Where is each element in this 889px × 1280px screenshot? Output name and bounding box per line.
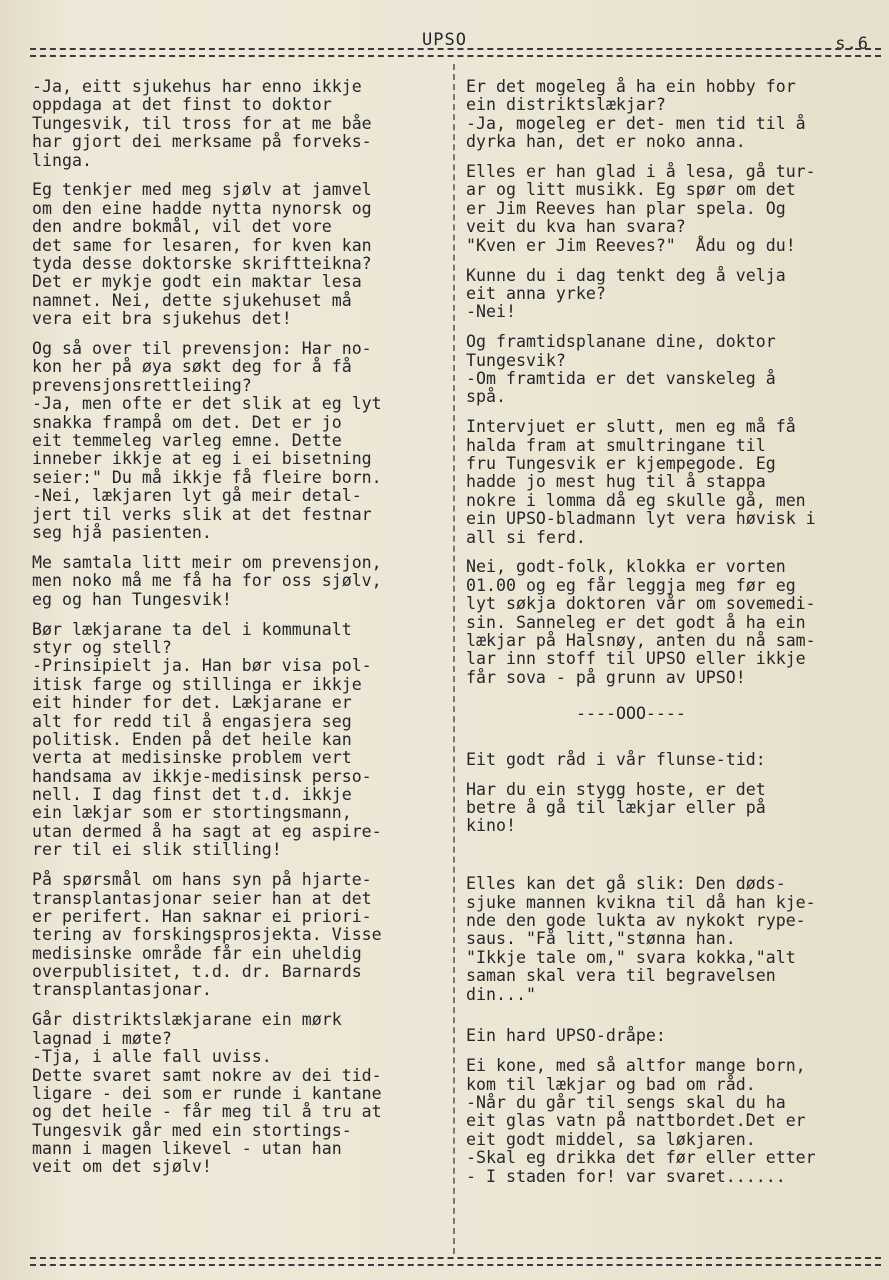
paragraph	[466, 751, 880, 769]
text-line: rer til ei slik stilling!	[32, 840, 282, 860]
text-line: Nei, godt-folk, klokka er vorten	[466, 557, 786, 577]
paragraph	[466, 558, 880, 687]
text-line: -Når du går til sengs skal du ha	[466, 1093, 786, 1113]
text-line: lar inn stoff til UPSO eller ikkje	[466, 649, 806, 669]
text-line: er Jim Reeves han plar spela. Og	[466, 198, 786, 218]
text-line: tering av forskingsprosjekta. Visse	[32, 925, 382, 945]
paragraph	[466, 1027, 880, 1045]
text-line: -Ja, eitt sjukehus har enno ikkje	[32, 77, 362, 96]
page-number: s.6	[835, 34, 869, 54]
paragraph	[32, 871, 454, 1000]
header-rule-2	[30, 55, 881, 57]
text-line: sin. Sanneleg er det godt å ha ein	[466, 612, 806, 632]
text-line: namnet. Nei, dette sjukehuset må	[32, 290, 352, 310]
text-line: Elles er han glad i å lesa, gå tur-	[466, 162, 816, 182]
text-line: transplantasjonar seier han at det	[32, 888, 372, 908]
text-line: oppdaga at det finst to doktor	[32, 95, 332, 115]
text-line: eg og han Tungesvik!	[32, 589, 232, 609]
text-line: seier:" Du må ikkje få fleire born.	[32, 467, 382, 487]
text-line: hadde jo mest hug til å stappa	[466, 472, 766, 492]
text-line: "Ikkje tale om," svara kokka,"alt	[466, 947, 796, 967]
text-line: -Skal eg drikka det før eller etter	[466, 1148, 816, 1168]
newsletter-title: UPSO	[422, 30, 467, 50]
text-line: all si ferd.	[466, 527, 586, 547]
text-line: får sova - på grunn av UPSO!	[466, 667, 746, 687]
text-line: saus. "Få litt,"stønna han.	[466, 929, 736, 949]
text-line: - I staden for! var svaret......	[466, 1166, 786, 1186]
paragraph	[466, 267, 880, 322]
paragraph	[466, 333, 880, 407]
text-line: ein lækjar som er stortingsmann,	[32, 803, 352, 823]
text-line: ein distriktslækjar?	[466, 95, 666, 115]
text-line: transplantasjonar.	[32, 980, 212, 1000]
paragraph	[466, 418, 880, 547]
text-line: snakka frampå om det. Det er jo	[32, 412, 342, 432]
text-line: eit glas vatn på nattbordet.Det er	[466, 1111, 806, 1131]
text-line: om den eine hadde nytta nynorsk og	[32, 198, 372, 218]
text-line: medisinske område får ein uheldig	[32, 943, 362, 963]
paragraph	[32, 554, 454, 609]
paragraph	[32, 621, 454, 860]
text-line: 01.00 og eg får leggja meg før eg	[466, 575, 796, 595]
text-line: lækjar på Halsnøy, anten du nå sam-	[466, 631, 816, 651]
text-line: din..."	[466, 984, 536, 1004]
text-line: Er det mogeleg å ha ein hobby for	[466, 77, 796, 96]
text-line: vera eit bra sjukehus det!	[32, 309, 292, 329]
text-line: jert til verks slik at det festnar	[32, 504, 372, 524]
paragraph	[466, 78, 880, 152]
text-line: eit hinder for det. Lækjarane er	[32, 693, 352, 713]
text-line: Og så over til prevensjon: Har no-	[32, 339, 372, 359]
text-line: lyt søkja doktoren vår om sovemedi-	[466, 594, 816, 614]
text-line: kino!	[466, 816, 516, 836]
text-line: itisk farge og stillinga er ikkje	[32, 674, 362, 694]
text-line: dyrka han, det er noko anna.	[466, 132, 746, 152]
text-line: Me samtala litt meir om prevensjon,	[32, 552, 382, 572]
text-line: Elles kan det gå slik: Den døds-	[466, 874, 786, 894]
text-line: Eit godt råd i vår flunse-tid:	[466, 749, 766, 769]
text-line: nell. I dag finst det t.d. ikkje	[32, 785, 352, 805]
text-line: Tungesvik?	[466, 350, 566, 370]
text-line: Intervjuet er slutt, men eg må få	[466, 417, 796, 437]
paragraph	[466, 875, 880, 1004]
spacer	[466, 847, 880, 875]
header-rule-1	[30, 48, 881, 50]
text-line: det same for lesaren, for kven kan	[32, 235, 372, 255]
text-line: Eg tenkjer med meg sjølv at jamvel	[32, 180, 372, 200]
text-line: saman skal vera til begravelsen	[466, 966, 776, 986]
text-line: kom til lækjar og bad om råd.	[466, 1074, 756, 1094]
text-line: veit du kva han svara?	[466, 217, 686, 237]
text-line: eit godt middel, sa løkjaren.	[466, 1129, 756, 1149]
text-line: "Kven er Jim Reeves?" Ådu og du!	[466, 235, 796, 255]
text-line: seg hjå pasienten.	[32, 522, 212, 542]
text-line: -Om framtida er det vanskeleg å	[466, 368, 776, 388]
text-line: Har du ein stygg hoste, er det	[466, 779, 766, 799]
paragraph	[32, 340, 454, 542]
text-line: politisk. Enden på det heile kan	[32, 729, 352, 749]
text-line: betre å gå til lækjar eller på	[466, 797, 766, 817]
text-line: ar og litt musikk. Eg spør om det	[466, 180, 796, 200]
paragraph	[32, 78, 454, 170]
text-line: linga.	[32, 150, 92, 170]
text-line: men noko må me få ha for oss sjølv,	[32, 571, 382, 591]
footer-rule-2	[30, 1264, 881, 1266]
text-line: veit om det sjølv!	[32, 1157, 212, 1177]
text-line: styr og stell?	[32, 637, 172, 657]
text-line: og det heile - får meg til å tru at	[32, 1102, 382, 1122]
text-line: sjuke mannen kvikna til då han kje-	[466, 892, 816, 912]
text-line: mann i magen likevel - utan han	[32, 1139, 342, 1159]
text-line: den andre bokmål, vil det vore	[32, 217, 332, 237]
text-line: har gjort dei merksame på forveks-	[32, 132, 372, 152]
text-line: Det er mykje godt ein maktar lesa	[32, 272, 362, 292]
text-line: halda fram at smultringane til	[466, 435, 766, 455]
text-line: nde den gode lukta av nykokt rype-	[466, 910, 806, 930]
text-line: lagnad i møte?	[32, 1028, 172, 1048]
text-line: ----OOO----	[576, 703, 686, 723]
text-line: -Nei!	[466, 302, 516, 322]
text-line: Og framtidsplanane dine, doktor	[466, 332, 776, 352]
text-line: prevensjonsrettleiing?	[32, 375, 252, 395]
text-line: eit anna yrke?	[466, 283, 606, 303]
paragraph	[466, 163, 880, 255]
text-line: -Nei, lækjaren lyt gå meir detal-	[32, 486, 362, 506]
text-line: På spørsmål om hans syn på hjarte-	[32, 870, 372, 890]
text-line: Går distriktslækjarane ein mørk	[32, 1010, 342, 1030]
text-line: -Prinsipielt ja. Han bør visa pol-	[32, 656, 372, 676]
text-line: eit temmeleg varleg emne. Dette	[32, 431, 342, 451]
text-line: Dette svaret samt nokre av dei tid-	[32, 1065, 382, 1085]
text-line: ligare - dei som er runde i kantane	[32, 1083, 382, 1103]
text-line: -Ja, men ofte er det slik at eg lyt	[32, 394, 382, 414]
page-header	[30, 30, 879, 56]
text-line: Tungesvik går med ein stortings-	[32, 1120, 352, 1140]
text-line: er perifert. Han saknar ei priori-	[32, 906, 372, 926]
text-line: fru Tungesvik er kjempegode. Eg	[466, 454, 776, 474]
text-line: Ein hard UPSO-dråpe:	[466, 1026, 666, 1046]
footer-rule-1	[30, 1257, 881, 1259]
text-line: Tungesvik, til tross for at me båe	[32, 113, 372, 133]
text-line: tyda desse doktorske skriftteikna?	[32, 254, 372, 274]
text-line: ein UPSO-bladmann lyt vera høvisk i	[466, 509, 816, 529]
text-line: -Ja, mogeleg er det- men tid til å	[466, 113, 806, 133]
text-line: Ei kone, med så altfor mange born,	[466, 1056, 806, 1076]
text-line: nokre i lomma då eg skulle gå, men	[466, 490, 806, 510]
paragraph	[466, 705, 880, 723]
text-line: verta at medisinske problem vert	[32, 748, 352, 768]
text-line: spå.	[466, 387, 506, 407]
text-line: kon her på øya søkt deg for å få	[32, 357, 352, 377]
paragraph	[466, 1057, 880, 1186]
left-column	[32, 78, 454, 1188]
text-line: alt for redd til å engasjera seg	[32, 711, 352, 731]
text-line: utan dermed å ha sagt at eg aspire-	[32, 821, 382, 841]
text-line: handsama av ikkje-medisinsk perso-	[32, 766, 372, 786]
text-line: inneber ikkje at eg i ei bisetning	[32, 449, 372, 469]
text-line: -Tja, i alle fall uviss.	[32, 1047, 272, 1067]
spacer	[466, 735, 880, 751]
text-line: overpublisitet, t.d. dr. Barnards	[32, 962, 362, 982]
paragraph	[32, 181, 454, 328]
text-line: Bør lækjarane ta del i kommunalt	[32, 619, 352, 639]
paragraph	[466, 781, 880, 836]
paragraph	[32, 1011, 454, 1177]
right-column	[466, 78, 880, 1198]
text-line: Kunne du i dag tenkt deg å velja	[466, 265, 786, 285]
